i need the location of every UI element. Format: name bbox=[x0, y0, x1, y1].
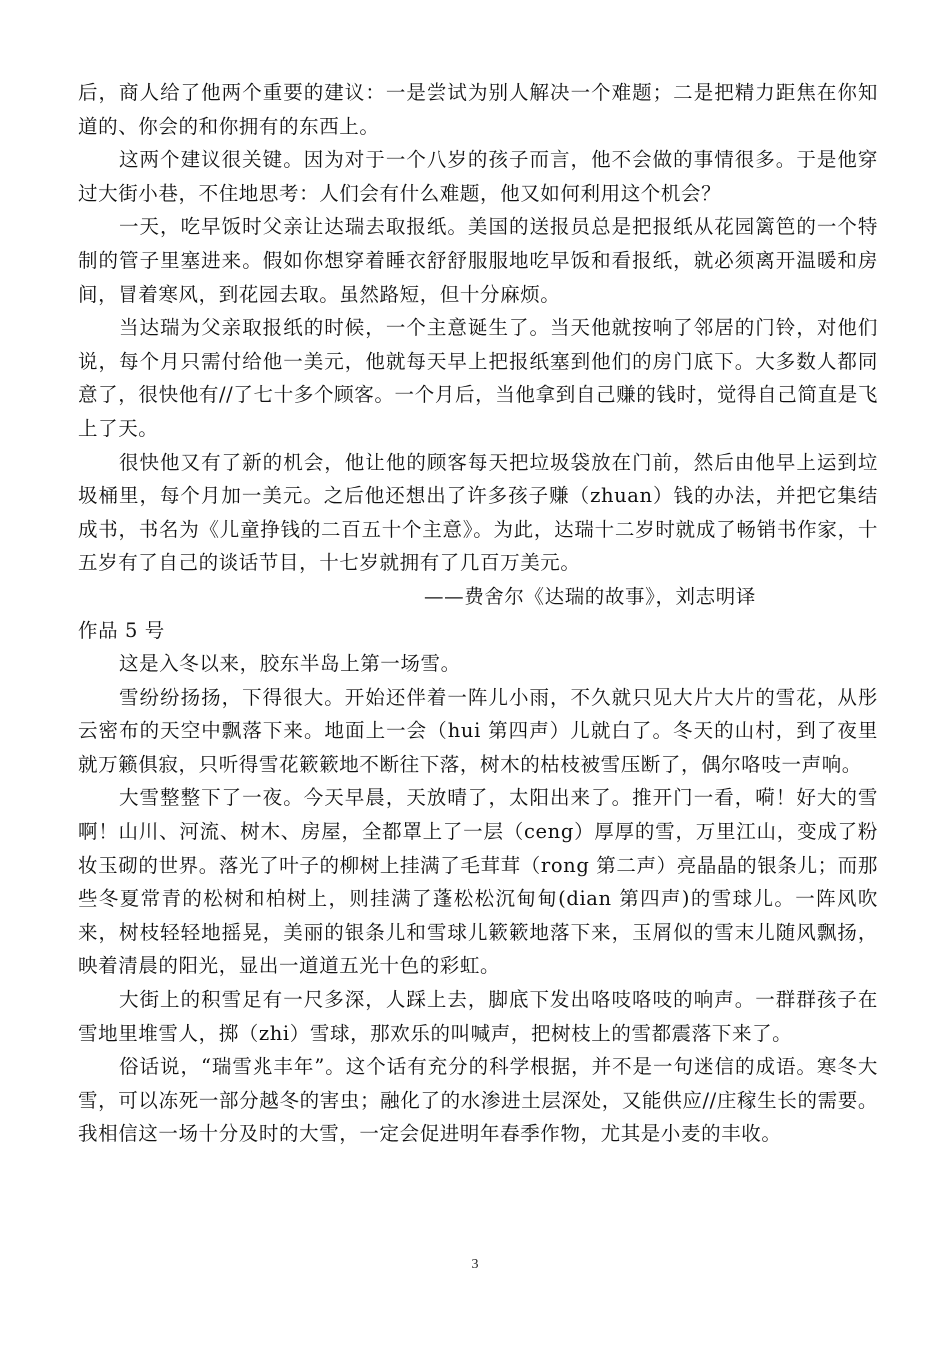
story2-paragraph-5: 俗话说，“瑞雪兆丰年”。这个话有充分的科学根据，并不是一句迷信的成语。寒冬大雪，可以冻死一部分越冬的害虫；融化了的水渗进土层深处，又能供应//庄稼生长的需要。我相信这一场十分及时的大雪，一定会促进明年春季作物，尤其是小麦的丰收。 bbox=[78, 1055, 878, 1146]
story1-paragraph-1: 后，商人给了他两个重要的建议：一是尝试为别人解决一个难题；二是把精力距焦在你知道的、你会的和你拥有的东西上。 bbox=[78, 81, 878, 138]
story1-paragraph-3: 一天，吃早饭时父亲让达瑞去取报纸。美国的送报员总是把报纸从花园篱笆的一个特制的管子里塞进来。假如你想穿着睡衣舒舒服服地吃早饭和看报纸，就必须离开温暖和房间，冒着寒风，到花园去取。虽然路短，但十分麻烦。 bbox=[78, 215, 878, 306]
story2-paragraph-2: 雪纷纷扬扬，下得很大。开始还伴着一阵儿小雨，不久就只见大片大片的雪花，从彤云密布的天空中飘落下来。地面上一会（hui 第四声）儿就白了。冬天的山村，到了夜里就万籁俱寂，只听得雪花簌簌地不断往下落，树木的枯枝被雪压断了，偶尔咯吱一声响。 bbox=[78, 685, 878, 776]
story2-paragraph-1: 这是入冬以来，胶东半岛上第一场雪。 bbox=[119, 652, 461, 676]
story1-credit: ——费舍尔《达瑞的故事》，刘志明译 bbox=[424, 584, 756, 608]
story2-paragraph-3: 大雪整整下了一夜。今天早晨，天放晴了，太阳出来了。推开门一看，嗬！好大的雪啊！山川、河流、树木、房屋，全都罩上了一层（ceng）厚厚的雪，万里江山，变成了粉妆玉砌的世界。落光了叶子的柳树上挂满了毛茸茸（rong 第二声）亮晶晶的银条儿；而那些冬夏常青的松树和柏树上，则挂满了蓬松松沉甸甸(dian 第四声)的雪球儿。一阵风吹来，树枝轻轻地摇晃，美丽的银条儿和雪球儿簌簌地落下来，玉屑似的雪末儿随风飘扬，映着清晨的阳光，显出一道道五光十色的彩虹。 bbox=[78, 786, 878, 978]
story1-paragraph-2: 这两个建议很关键。因为对于一个八岁的孩子而言，他不会做的事情很多。于是他穿过大街小巷，不住地思考：人们会有什么难题，他又如何利用这个机会？ bbox=[78, 148, 878, 205]
document-body bbox=[78, 76, 878, 1151]
story2-paragraph-4: 大街上的积雪足有一尺多深，人踩上去，脚底下发出咯吱咯吱的响声。一群群孩子在雪地里堆雪人，掷（zhi）雪球，那欢乐的叫喊声，把树枝上的雪都震落下来了。 bbox=[78, 988, 878, 1045]
story1-paragraph-4: 当达瑞为父亲取报纸的时候，一个主意诞生了。当天他就按响了邻居的门铃，对他们说，每个月只需付给他一美元，他就每天早上把报纸塞到他们的房门底下。大多数人都同意了，很快他有//了七十多个顾客。一个月后，当他拿到自己赚的钱时，觉得自己简直是飞上了天。 bbox=[78, 316, 878, 440]
story2-heading: 作品 5 号 bbox=[78, 618, 165, 642]
page-number: 3 bbox=[471, 1257, 479, 1272]
story1-paragraph-5: 很快他又有了新的机会，他让他的顾客每天把垃圾袋放在门前，然后由他早上运到垃圾桶里，每个月加一美元。之后他还想出了许多孩子赚（zhuan）钱的办法，并把它集结成书，书名为《儿童挣钱的二百五十个主意》。为此，达瑞十二岁时就成了畅销书作家，十五岁有了自己的谈话节目，十七岁就拥有了几百万美元。 bbox=[78, 450, 878, 575]
